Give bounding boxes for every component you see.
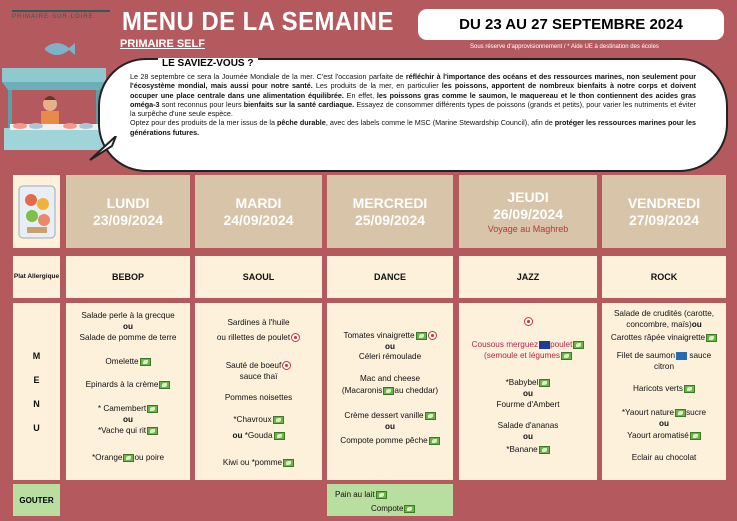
eu-flag-icon bbox=[539, 341, 550, 349]
theme-wednesday: DANCE bbox=[327, 256, 453, 298]
dish: Sauté de boeuf bbox=[225, 361, 282, 370]
or-separator: ou bbox=[384, 422, 395, 431]
organic-icon bbox=[416, 332, 427, 340]
dish-row bbox=[195, 361, 322, 371]
theme-monday: BEBOP bbox=[66, 256, 190, 298]
organic-icon bbox=[159, 381, 170, 389]
menu-vertical-label bbox=[13, 303, 60, 480]
dish: (Macaronis bbox=[341, 386, 383, 395]
dish: sauce thaï bbox=[239, 372, 278, 381]
bubble-text-part: Le 28 septembre ce sera la Journée Mondiale de la mer. C'est l'occasion parfaite de bbox=[130, 72, 406, 81]
dish: Yaourt aromatisé bbox=[627, 431, 689, 440]
dish-row bbox=[66, 380, 190, 390]
menu-friday bbox=[602, 303, 726, 480]
or-separator: ou bbox=[122, 415, 133, 424]
dish-row bbox=[66, 426, 190, 436]
or-separator: ou bbox=[122, 322, 133, 331]
organic-icon bbox=[123, 454, 134, 462]
snack: Compote bbox=[371, 504, 404, 513]
day-header-thursday bbox=[459, 175, 597, 248]
bubble-title: LE SAVIEZ-VOUS ? bbox=[158, 58, 258, 69]
day-date: 27/09/2024 bbox=[628, 211, 700, 228]
or-separator: ou bbox=[522, 389, 533, 398]
bubble-paragraph-1 bbox=[130, 72, 696, 118]
dish-row bbox=[327, 386, 453, 396]
organic-icon bbox=[274, 432, 285, 440]
snack-row bbox=[335, 490, 387, 499]
bubble-text-part: En effet, bbox=[343, 90, 377, 100]
organic-icon bbox=[561, 352, 572, 360]
bubble-tail bbox=[88, 136, 118, 162]
menu-wednesday bbox=[327, 303, 453, 480]
food-icon-cell bbox=[13, 175, 60, 248]
menu-letter: U bbox=[33, 422, 40, 433]
dish-row bbox=[459, 340, 597, 350]
dish: Salade de pomme de terre bbox=[79, 333, 177, 342]
dish: Pommes noisettes bbox=[224, 393, 293, 402]
day-date: 23/09/2024 bbox=[92, 211, 164, 228]
dish-row bbox=[602, 320, 726, 330]
day-name: MARDI bbox=[235, 194, 282, 211]
bubble-text-part: Optez pour des produits de la mer issus de la bbox=[130, 118, 278, 128]
bubble-text-bold: protéger les ressources marines pour les générations futures. bbox=[130, 118, 697, 137]
organic-icon bbox=[429, 437, 440, 445]
dish-row bbox=[66, 404, 190, 414]
gouter-wednesday bbox=[327, 484, 453, 516]
bubble-text-part: sont reconnus pour leurs bbox=[159, 99, 244, 109]
organic-icon bbox=[425, 412, 436, 420]
dish: sauce bbox=[689, 351, 712, 360]
day-name: VENDREDI bbox=[627, 194, 701, 211]
dish: au cheddar) bbox=[394, 386, 439, 395]
dish-row bbox=[602, 431, 726, 441]
day-header-friday bbox=[602, 175, 726, 248]
dish: *Yaourt nature bbox=[621, 408, 675, 417]
dish-row bbox=[602, 384, 726, 394]
dish-row bbox=[602, 351, 726, 361]
or-separator: ou bbox=[658, 419, 669, 428]
dish: Cousous merguez bbox=[471, 340, 539, 349]
pork-free-icon bbox=[524, 317, 533, 326]
organic-icon bbox=[573, 341, 584, 349]
dish: Salade d'ananas bbox=[497, 421, 559, 430]
dish-row bbox=[327, 331, 453, 341]
plat-allergique-label: Plat Allergique bbox=[13, 256, 60, 298]
dish-row bbox=[459, 351, 597, 361]
dish-row bbox=[66, 357, 190, 367]
dish: Crème dessert vanille bbox=[344, 411, 424, 420]
brand-name: PRIMAIRE·SUR·LOIRE bbox=[12, 14, 94, 20]
snack-row bbox=[371, 504, 415, 513]
organic-icon bbox=[140, 358, 151, 366]
menu-monday bbox=[66, 303, 190, 480]
theme-thursday: JAZZ bbox=[459, 256, 597, 298]
theme-friday: ROCK bbox=[602, 256, 726, 298]
dish: concombre, maïs) bbox=[626, 320, 692, 329]
dish-row bbox=[327, 411, 453, 421]
dish-row bbox=[459, 378, 597, 388]
day-date: 26/09/2024 bbox=[492, 205, 564, 222]
dish-row bbox=[602, 333, 726, 343]
organic-icon bbox=[404, 505, 415, 513]
organic-icon bbox=[690, 432, 701, 440]
dish: Sardines à l'huile bbox=[227, 318, 290, 327]
organic-icon bbox=[147, 427, 158, 435]
or-separator: ou bbox=[522, 432, 533, 441]
menu-tuesday bbox=[195, 303, 322, 480]
food-basket-icon bbox=[17, 182, 57, 242]
day-header-monday bbox=[66, 175, 190, 248]
organic-icon bbox=[675, 409, 686, 417]
dish: citron bbox=[653, 362, 675, 371]
dish-row bbox=[327, 436, 453, 446]
dish: Kiwi ou bbox=[222, 458, 250, 467]
did-you-know-bubble bbox=[98, 58, 728, 172]
gouter-label: GOUTER bbox=[13, 484, 60, 516]
organic-icon bbox=[383, 387, 394, 395]
theme-tuesday: SAOUL bbox=[195, 256, 322, 298]
organic-icon bbox=[539, 446, 550, 454]
day-header-tuesday bbox=[195, 175, 322, 248]
dish-row bbox=[195, 415, 322, 425]
menu-letter: N bbox=[33, 398, 40, 409]
dish-row bbox=[195, 458, 322, 468]
day-date: 24/09/2024 bbox=[223, 211, 294, 228]
dish: Salade de crudités (carotte, bbox=[613, 309, 715, 318]
dish: *Vache qui rit bbox=[97, 426, 147, 435]
bubble-text-part: , avec des labels comme le MSC (Marine Stewardship Council), afin de bbox=[325, 118, 555, 128]
pork-free-icon bbox=[291, 333, 300, 342]
dish: Mac and cheese bbox=[359, 374, 421, 383]
bubble-text-bold: bienfaits sur la santé cardiaque. bbox=[243, 99, 355, 109]
organic-icon bbox=[539, 379, 550, 387]
or-separator: ou bbox=[691, 320, 702, 329]
dish: Fourme d'Ambert bbox=[496, 400, 560, 409]
day-name: MERCREDI bbox=[352, 194, 428, 211]
dish: (semoule et légumes bbox=[484, 351, 560, 360]
organic-icon bbox=[147, 405, 158, 413]
dish: *Gouda bbox=[244, 431, 273, 440]
snack: Pain au lait bbox=[335, 490, 375, 499]
bubble-text-bold: les poissons, apportent de nombreux bienfaits à notre corps et doivent occuper une place centrale dans une alimentation équilibrée. bbox=[130, 81, 696, 100]
dish-row bbox=[195, 333, 322, 343]
dish: Compote pomme pêche bbox=[340, 436, 428, 445]
dish: Filet de saumon bbox=[616, 351, 676, 360]
dish: *pomme bbox=[251, 458, 283, 467]
dish: Salade perle à la grecque bbox=[81, 311, 175, 320]
bubble-text-bold: réfléchir à l'importance des océans et des ressources marines, non seulement pour l'écosystème mondial, mais aussi pour notre santé. bbox=[130, 72, 697, 91]
brand-line bbox=[12, 10, 110, 12]
or-separator: ou bbox=[232, 431, 243, 440]
organic-icon bbox=[273, 416, 284, 424]
week-dates: DU 23 AU 27 SEPTEMBRE 2024 bbox=[418, 9, 724, 40]
or-separator: ou bbox=[384, 342, 395, 351]
bubble-text-part: Les produits de la mer, en particulier bbox=[312, 81, 442, 91]
dish: Haricots verts bbox=[632, 384, 684, 393]
bubble-text-bold: les poissons gras comme le saumon, le maquereau et le thon contiennent des acides gras oméga-3 bbox=[130, 90, 696, 109]
dish: ou poire bbox=[134, 453, 165, 462]
dish: * Camembert bbox=[97, 404, 147, 413]
dish: *Orange bbox=[91, 453, 123, 462]
bubble-paragraph-2 bbox=[130, 118, 696, 137]
pork-free-icon bbox=[282, 361, 291, 370]
day-name: LUNDI bbox=[106, 194, 150, 211]
day-name: JEUDI bbox=[507, 188, 549, 205]
pork-free-mark-row bbox=[459, 317, 597, 327]
dish: poulet bbox=[550, 340, 573, 349]
bubble-text-bold: pêche durable bbox=[277, 118, 326, 128]
msc-label-icon bbox=[676, 352, 687, 360]
dish: *Babybel bbox=[505, 378, 539, 387]
dish: Céleri rémoulade bbox=[358, 352, 422, 361]
organic-icon bbox=[283, 459, 294, 467]
dish-row bbox=[66, 453, 190, 463]
menu-letter: M bbox=[32, 350, 41, 361]
supply-notice: Sous réserve d'approvisionnement / * Aide UE à destination des écoles bbox=[470, 44, 659, 50]
day-theme-note: Voyage au Maghreb bbox=[487, 223, 569, 234]
dish-row bbox=[459, 445, 597, 455]
day-header-wednesday bbox=[327, 175, 453, 248]
dish: Epinards à la crème bbox=[85, 380, 159, 389]
page-title: MENU DE LA SEMAINE bbox=[122, 6, 394, 36]
page-subtitle: PRIMAIRE SELF bbox=[120, 38, 205, 50]
menu-letter: E bbox=[33, 374, 40, 385]
dish-row bbox=[195, 431, 322, 441]
dish: ou rillettes de poulet bbox=[216, 333, 291, 342]
dish: Omelette bbox=[105, 357, 139, 366]
dish: Tomates vinaigrette bbox=[343, 331, 415, 340]
bubble-text-part: Essayez de consommer différents types de poissons (grands et petits), pour varier les nutriments et éviter la surpêche d'une seule espèce. bbox=[130, 99, 696, 119]
day-date: 25/09/2024 bbox=[354, 211, 426, 228]
menu-thursday bbox=[459, 303, 597, 480]
dish: *Banane bbox=[506, 445, 538, 454]
organic-icon bbox=[376, 491, 387, 499]
dish: Eclair au chocolat bbox=[631, 453, 697, 462]
pork-free-icon bbox=[428, 331, 437, 340]
dish: Carottes râpée vinaigrette bbox=[610, 333, 706, 342]
dish: *Chavroux bbox=[233, 415, 272, 424]
dish-row bbox=[602, 408, 726, 418]
organic-icon bbox=[684, 385, 695, 393]
dish: sucre bbox=[686, 408, 707, 417]
organic-icon bbox=[706, 334, 717, 342]
